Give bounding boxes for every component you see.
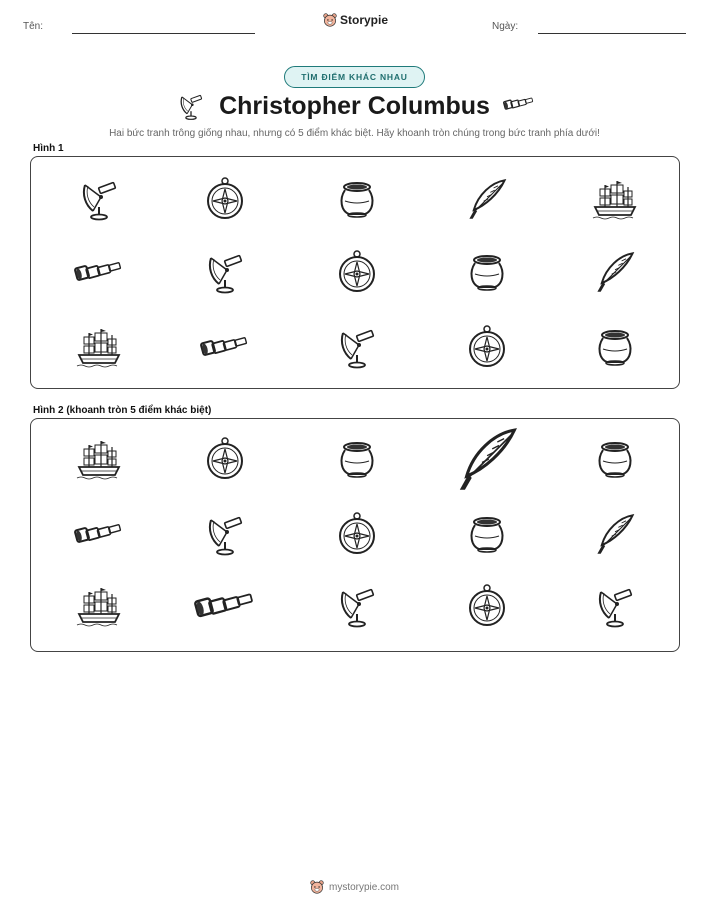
compass-icon — [337, 512, 377, 556]
ship-icon — [75, 325, 123, 369]
spyglass-icon — [200, 335, 250, 359]
picture-item[interactable] — [595, 327, 635, 367]
picture-item[interactable] — [593, 512, 637, 556]
spyglass-icon — [194, 591, 257, 621]
picture-item[interactable] — [467, 584, 507, 628]
picture-item[interactable] — [593, 250, 637, 294]
quill-icon — [593, 250, 637, 294]
pot-icon — [467, 514, 507, 554]
bear-icon — [310, 880, 324, 894]
picture-item[interactable] — [591, 177, 639, 221]
pot-icon — [337, 179, 377, 219]
instructions: Hai bức tranh trông giống nhau, nhưng có 5 điểm khác biệt. Hãy khoanh tròn chúng trong bức tranh phía dưới! — [109, 128, 600, 139]
picture-item[interactable] — [595, 439, 635, 479]
pot-icon — [595, 327, 635, 367]
spyglass-icon — [74, 522, 124, 546]
spyglass-icon — [74, 260, 124, 284]
picture1-grid — [31, 157, 679, 388]
spyglass-icon — [503, 96, 535, 112]
pot-icon — [337, 439, 377, 479]
sextant-icon — [205, 512, 245, 556]
name-line[interactable] — [72, 33, 255, 34]
picture-item[interactable] — [337, 250, 377, 294]
ship-icon — [75, 437, 123, 481]
name-label: Tên: — [23, 21, 44, 32]
compass-icon — [205, 177, 245, 221]
sextant-icon — [79, 177, 119, 221]
footer-site: mystorypie.com — [328, 881, 399, 893]
picture-item[interactable] — [337, 512, 377, 556]
picture-item[interactable] — [200, 335, 250, 359]
picture2-panel — [30, 418, 680, 652]
page-title: Christopher Columbus — [219, 92, 490, 120]
picture-item[interactable] — [467, 252, 507, 292]
sextant-icon — [205, 250, 245, 294]
brand-name: Storypie — [340, 13, 389, 27]
picture1-panel — [30, 156, 680, 389]
date-line[interactable] — [538, 33, 686, 34]
picture-item[interactable] — [467, 325, 507, 369]
pot-icon — [467, 252, 507, 292]
picture1-label: Hình 1 — [33, 143, 64, 154]
picture-item[interactable] — [194, 591, 257, 621]
compass-icon — [467, 584, 507, 628]
picture-item[interactable] — [205, 250, 245, 294]
quill-icon — [593, 512, 637, 556]
picture-item[interactable] — [465, 177, 509, 221]
picture-item[interactable] — [337, 439, 377, 479]
compass-icon — [337, 250, 377, 294]
picture-item[interactable] — [205, 177, 245, 221]
footer — [0, 880, 709, 894]
sextant-icon — [337, 325, 377, 369]
picture-item[interactable] — [337, 325, 377, 369]
pot-icon — [595, 439, 635, 479]
bear-icon — [323, 13, 337, 27]
sextant-icon — [595, 584, 635, 628]
picture-item[interactable] — [337, 584, 377, 628]
picture-item[interactable] — [79, 177, 119, 221]
ship-icon — [591, 177, 639, 221]
picture-item[interactable] — [205, 437, 245, 481]
picture-item[interactable] — [74, 522, 124, 546]
compass-icon — [467, 325, 507, 369]
picture-item[interactable] — [75, 437, 123, 481]
worksheet-header — [0, 0, 709, 50]
picture-item[interactable] — [75, 325, 123, 369]
picture-item[interactable] — [74, 260, 124, 284]
date-label: Ngày: — [492, 21, 519, 32]
quill-icon — [465, 177, 509, 221]
picture2-label: Hình 2 (khoanh tròn 5 điểm khác biệt) — [33, 405, 212, 416]
ship-icon — [75, 584, 123, 628]
picture-item[interactable] — [205, 512, 245, 556]
picture-item[interactable] — [75, 584, 123, 628]
compass-icon — [205, 437, 245, 481]
picture-item[interactable] — [453, 425, 521, 493]
quill-icon — [453, 425, 521, 493]
brand-logo — [323, 13, 388, 27]
picture2-grid — [31, 419, 679, 651]
picture-item[interactable] — [467, 514, 507, 554]
picture-item[interactable] — [337, 179, 377, 219]
worksheet-type-badge: TÌM ĐIỂM KHÁC NHAU — [284, 66, 425, 88]
picture-item[interactable] — [595, 584, 635, 628]
sextant-icon — [337, 584, 377, 628]
